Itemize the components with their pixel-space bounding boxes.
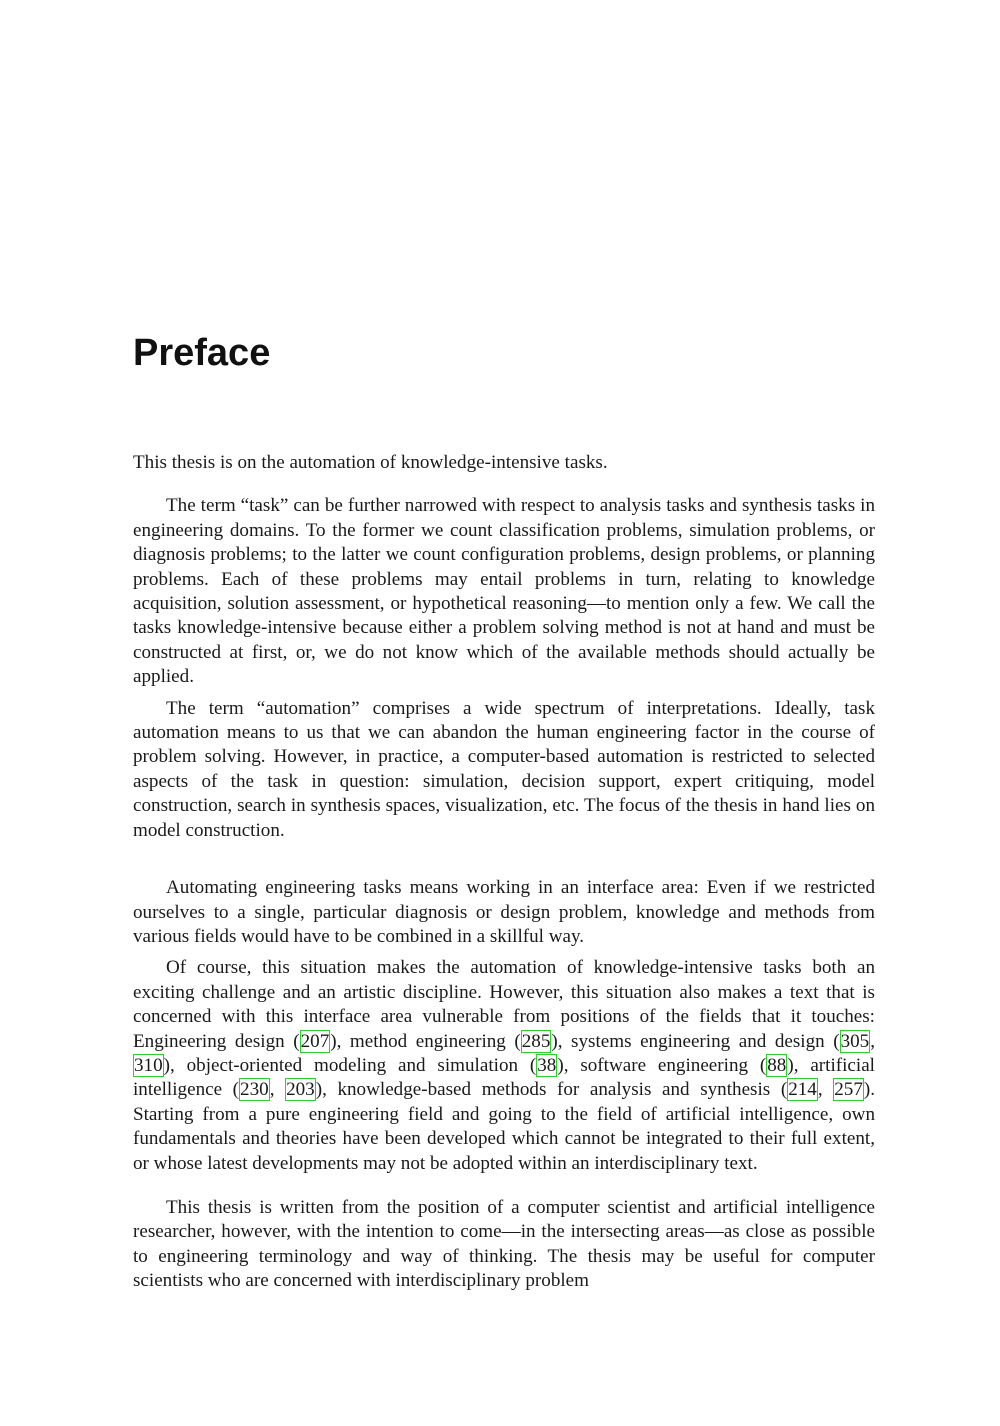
chapter-title: Preface (133, 332, 271, 374)
citation-link[interactable]: 257 (834, 1079, 863, 1101)
paragraph-author-position: This thesis is written from the position of a computer scientist and artificial intelligence researcher, however, with the intention to come—in the intersecting areas—as close as possible to engineering terminology and way of thinking. The thesis may be useful for computer scientists who are concerned with interdisciplinary problem (133, 1196, 875, 1292)
paragraph-interface-area: Automating engineering tasks means working in an interface area: Even if we restricted ourselves to a single, particular diagnosis or design problem, knowledge and methods from various fields would have to be combined in a skillful way. (133, 877, 875, 947)
citation-link[interactable]: 88 (767, 1054, 787, 1076)
text-segment: ). Starting from a pure engineering field and going to the field of artificial intelligence, own fundamentals and theories have been developed which cannot be integrated to their full extent, or whose latest developments may not be adopted within an interdisciplinary text. (133, 1079, 875, 1174)
citation-link[interactable]: 203 (286, 1079, 315, 1101)
citation-link[interactable]: 207 (300, 1030, 330, 1052)
citation-link[interactable]: 305 (840, 1030, 870, 1052)
text-segment: , (870, 1030, 875, 1052)
paragraph-task-definition: The term “task” can be further narrowed with respect to analysis tasks and synthesis tasks in engineering domains. To the former we count classification problems, simulation problems, or diagnosis problems; to the latter we count configuration problems, design problems, or planning problems. Each of these problems may entail problems in turn, relating to knowledge acquisition, solution assessment, or hypothetical reasoning—to mention only a few. We call the tasks knowledge-intensive because either a problem solving method is not at hand and must be constructed at first, or, we do not know which of the available methods should actually be applied. (133, 495, 875, 688)
text-segment: Of course, this situation makes the automation of knowledge-intensive tasks both an exciting challenge and an artistic discipline. However, this situation also makes a text that is concerned with this interface area vulnerable from positions of the fields that it touches: Engineering design ( (133, 957, 875, 1052)
paragraph-interdisciplinary-fields (133, 956, 875, 1176)
text-segment: ), knowledge-based methods for analysis and synthesis ( (315, 1079, 788, 1101)
text-segment: , (269, 1079, 286, 1101)
text-segment: ), method engineering ( (330, 1030, 521, 1052)
text-segment: ), artificial intelligence ( (133, 1054, 875, 1101)
citation-link[interactable]: 310 (134, 1054, 163, 1076)
citation-link[interactable]: 285 (521, 1030, 551, 1052)
preface-body (133, 451, 875, 1294)
citation-link[interactable]: 38 (537, 1054, 557, 1076)
text-segment: ), object-oriented modeling and simulation ( (163, 1054, 537, 1076)
text-segment: ), software engineering ( (557, 1054, 767, 1076)
text-segment: ), systems engineering and design ( (551, 1030, 840, 1052)
citation-link[interactable]: 214 (788, 1079, 817, 1101)
citation-link[interactable]: 230 (240, 1079, 269, 1101)
paragraph-intro: This thesis is on the automation of knowledge-intensive tasks. (133, 452, 608, 473)
paragraph-automation-definition: The term “automation” comprises a wide spectrum of interpretations. Ideally, task automation means to us that we can abandon the human engineering factor in the course of problem solving. However, in practice, a computer-based automation is restricted to selected aspects of the task in question: simulation, decision support, expert critiquing, model construction, search in synthesis spaces, visualization, etc. The focus of the thesis in hand lies on model construction. (133, 697, 875, 841)
text-segment: , (817, 1079, 834, 1101)
